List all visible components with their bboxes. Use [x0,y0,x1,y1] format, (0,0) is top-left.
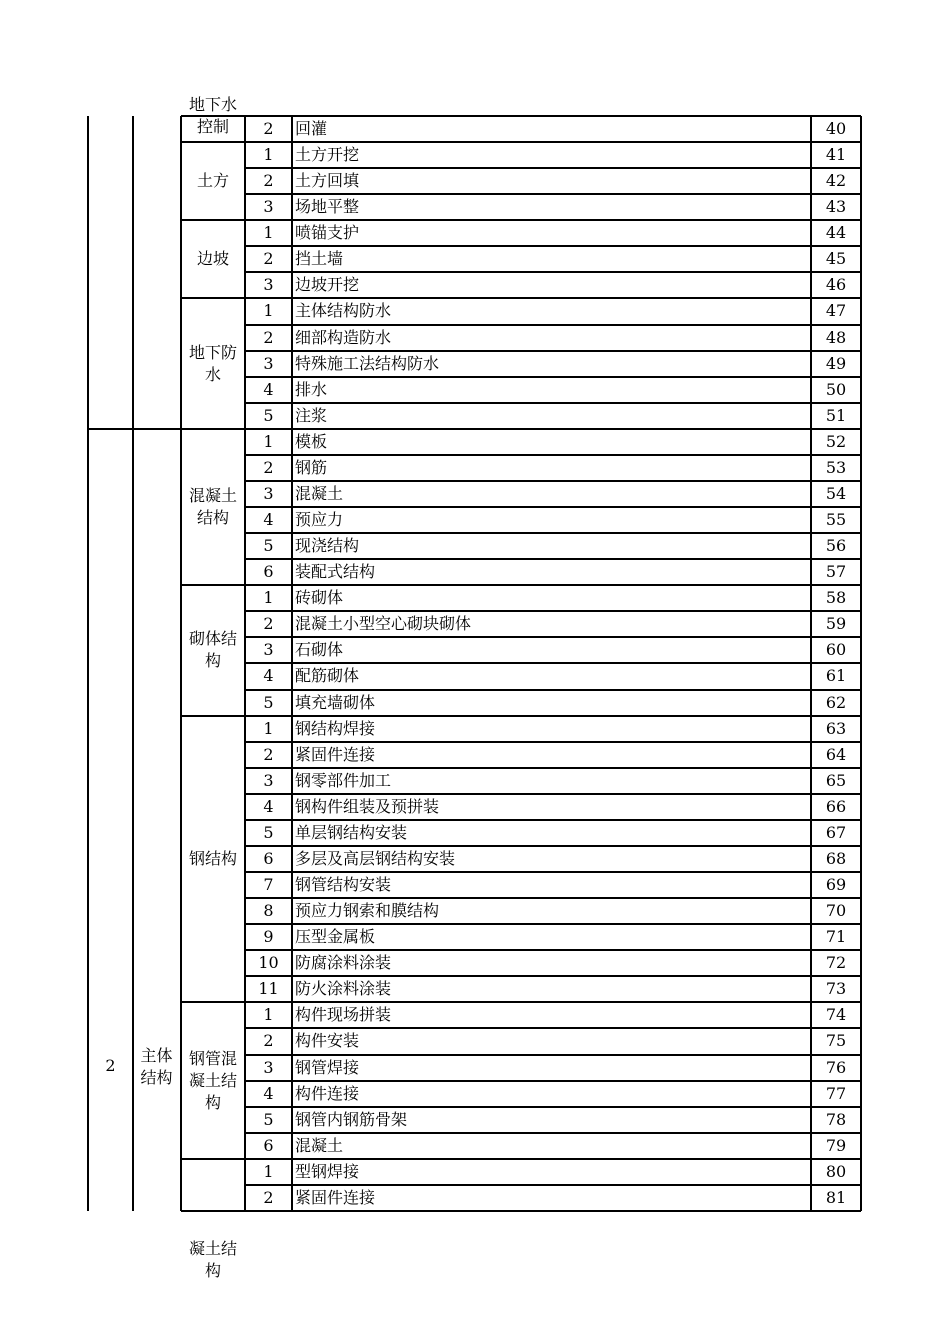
row-border [245,1027,861,1029]
item-page: 47 [825,301,847,320]
group-label: 砌体结 [188,629,237,648]
item-name: 构件现场拼装 [295,1005,392,1024]
item-number: 2 [263,458,274,477]
row-border [245,923,861,925]
item-name: 型钢焊接 [295,1162,360,1181]
item-page: 46 [825,275,847,294]
item-page: 79 [825,1136,847,1155]
section-number: 2 [105,1056,116,1075]
row-border [245,897,861,899]
item-page: 72 [825,953,847,972]
item-page: 63 [825,719,847,738]
item-name: 石砌体 [295,640,344,659]
item-number: 3 [263,354,274,373]
item-name: 边坡开挖 [295,275,360,294]
item-page: 44 [825,223,847,242]
item-number: 2 [263,171,274,190]
group-label: 凝土结 [188,1071,237,1090]
item-name: 构件连接 [295,1084,360,1103]
item-number: 4 [263,666,274,685]
row-border [245,767,861,769]
item-name: 填充墙砌体 [295,693,376,712]
row-border [245,689,861,691]
item-name: 紧固件连接 [295,745,376,764]
row-border [245,1106,861,1108]
item-name: 配筋砌体 [295,666,360,685]
item-name: 单层钢结构安装 [295,823,408,842]
item-number: 1 [263,1162,274,1181]
item-page: 68 [825,849,847,868]
item-name: 钢管焊接 [295,1058,360,1077]
item-number: 7 [263,875,274,894]
item-page: 43 [825,197,847,216]
row-border [245,636,861,638]
outer-left-line [87,116,89,1211]
item-number: 2 [263,614,274,633]
item-name: 砖砌体 [295,588,344,607]
item-page: 45 [825,249,847,268]
group-label: 边坡 [196,249,229,268]
row-border [245,506,861,508]
item-page: 80 [825,1162,847,1181]
section-label-line-2: 结构 [140,1068,173,1087]
item-name: 注浆 [295,406,328,425]
group-border [181,1001,861,1003]
item-page: 52 [825,432,847,451]
item-name: 压型金属板 [295,927,376,946]
item-number: 9 [263,927,274,946]
group-label: 地下水 [188,95,237,114]
item-name: 细部构造防水 [295,328,392,347]
item-number: 1 [263,432,274,451]
item-name: 特殊施工法结构防水 [295,354,440,373]
row-border [245,1080,861,1082]
row-border [245,1184,861,1186]
item-page: 70 [825,901,847,920]
item-number: 4 [263,380,274,399]
item-number: 5 [263,693,274,712]
item-number: 8 [263,901,274,920]
section-label-line-1: 主体 [140,1046,173,1065]
column-line [244,116,246,1211]
item-name: 主体结构防水 [295,301,392,320]
column-line [860,116,862,1211]
item-number: 6 [263,849,274,868]
item-number: 3 [263,1058,274,1077]
row-border [245,402,861,404]
group-label: 混凝土 [188,486,237,505]
item-number: 6 [263,1136,274,1155]
group-label: 水 [204,365,221,384]
row-border [245,610,861,612]
group-border [181,141,861,143]
section-divider [88,428,181,430]
item-page: 73 [825,979,847,998]
item-name: 钢筋 [295,458,328,477]
item-number: 5 [263,823,274,842]
item-number: 6 [263,562,274,581]
item-name: 钢构件组装及预拼装 [295,797,440,816]
item-page: 58 [825,588,847,607]
item-number: 3 [263,484,274,503]
group-border [181,1158,861,1160]
group-label: 控制 [196,117,229,136]
item-name: 多层及高层钢结构安装 [295,849,456,868]
group-label: 构 [204,1093,221,1112]
item-number: 11 [258,979,279,998]
group-label: 结构 [196,508,229,527]
item-page: 75 [825,1031,847,1050]
item-number: 3 [263,275,274,294]
item-name: 模板 [295,432,328,451]
item-name: 防腐涂料涂装 [295,953,392,972]
item-name: 钢管结构安装 [295,875,392,894]
row-border [245,1132,861,1134]
item-number: 3 [263,197,274,216]
item-page: 66 [825,797,847,816]
item-name: 土方开挖 [295,145,360,164]
item-name: 预应力 [295,510,344,529]
row-border [245,271,861,273]
row-border [245,845,861,847]
item-number: 1 [263,719,274,738]
item-page: 41 [825,145,847,164]
row-border [245,324,861,326]
group-border [181,115,861,117]
overflow-label-line-1: 凝土结 [188,1239,237,1258]
item-page: 61 [825,666,847,685]
item-page: 77 [825,1084,847,1103]
item-name: 防火涂料涂装 [295,979,392,998]
item-number: 3 [263,771,274,790]
item-name: 钢管内钢筋骨架 [295,1110,408,1129]
item-page: 62 [825,693,847,712]
item-page: 59 [825,614,847,633]
item-number: 4 [263,797,274,816]
item-page: 78 [825,1110,847,1129]
item-name: 钢结构焊接 [295,719,376,738]
row-border [245,193,861,195]
group-label: 钢管混 [188,1049,237,1068]
item-number: 4 [263,510,274,529]
item-name: 混凝土 [295,484,344,503]
row-border [245,167,861,169]
section-column-line [132,116,134,1211]
group-border [181,219,861,221]
item-page: 65 [825,771,847,790]
group-label: 地下防 [188,343,237,362]
item-page: 67 [825,823,847,842]
item-page: 49 [825,354,847,373]
row-border [245,376,861,378]
item-number: 2 [263,745,274,764]
item-name: 钢零部件加工 [295,771,392,790]
item-page: 51 [825,406,847,425]
row-border [245,793,861,795]
group-border [181,584,861,586]
item-number: 2 [263,119,274,138]
item-page: 60 [825,640,847,659]
item-name: 混凝土小型空心砌块砌体 [295,614,472,633]
item-name: 装配式结构 [295,562,376,581]
item-number: 5 [263,1110,274,1129]
row-border [245,350,861,352]
item-number: 1 [263,145,274,164]
row-border [245,819,861,821]
item-name: 紧固件连接 [295,1188,376,1207]
item-page: 48 [825,328,847,347]
item-number: 1 [263,301,274,320]
item-page: 64 [825,745,847,764]
item-number: 10 [258,953,279,972]
item-number: 2 [263,328,274,347]
row-border [245,1054,861,1056]
item-page: 74 [825,1005,847,1024]
row-border [245,245,861,247]
table-bottom-border [181,1210,861,1212]
group-label: 土方 [196,171,229,190]
row-border [245,949,861,951]
item-number: 1 [263,1005,274,1024]
row-border [245,532,861,534]
item-page: 76 [825,1058,847,1077]
group-column-line [180,116,182,1211]
item-name: 土方回填 [295,171,360,190]
item-number: 4 [263,1084,274,1103]
item-number: 2 [263,1188,274,1207]
item-name: 喷锚支护 [295,223,360,242]
item-number: 2 [263,1031,274,1050]
item-name: 现浇结构 [295,536,360,555]
group-label: 构 [204,651,221,670]
item-page: 50 [825,380,847,399]
group-label: 钢结构 [188,849,237,868]
item-name: 构件安装 [295,1031,360,1050]
item-number: 5 [263,536,274,555]
item-page: 40 [825,119,847,138]
item-page: 55 [825,510,847,529]
group-border [181,428,861,430]
row-border [245,741,861,743]
item-name: 场地平整 [295,197,360,216]
item-number: 1 [263,223,274,242]
column-line [291,116,293,1211]
item-name: 排水 [295,380,328,399]
column-line [810,116,812,1211]
item-page: 56 [825,536,847,555]
group-border [181,715,861,717]
item-page: 71 [825,927,847,946]
row-border [245,480,861,482]
item-page: 57 [825,562,847,581]
row-border [245,662,861,664]
item-name: 预应力钢索和膜结构 [295,901,440,920]
item-name: 混凝土 [295,1136,344,1155]
item-number: 2 [263,249,274,268]
item-page: 54 [825,484,847,503]
item-name: 回灌 [295,119,328,138]
overflow-label-line-2: 构 [204,1261,221,1280]
item-page: 53 [825,458,847,477]
item-number: 5 [263,406,274,425]
item-number: 1 [263,588,274,607]
item-page: 69 [825,875,847,894]
item-number: 3 [263,640,274,659]
item-name: 挡土墙 [295,249,344,268]
group-border [181,297,861,299]
item-page: 42 [825,171,847,190]
item-page: 81 [825,1188,847,1207]
row-border [245,871,861,873]
row-border [245,454,861,456]
row-border [245,975,861,977]
row-border [245,558,861,560]
